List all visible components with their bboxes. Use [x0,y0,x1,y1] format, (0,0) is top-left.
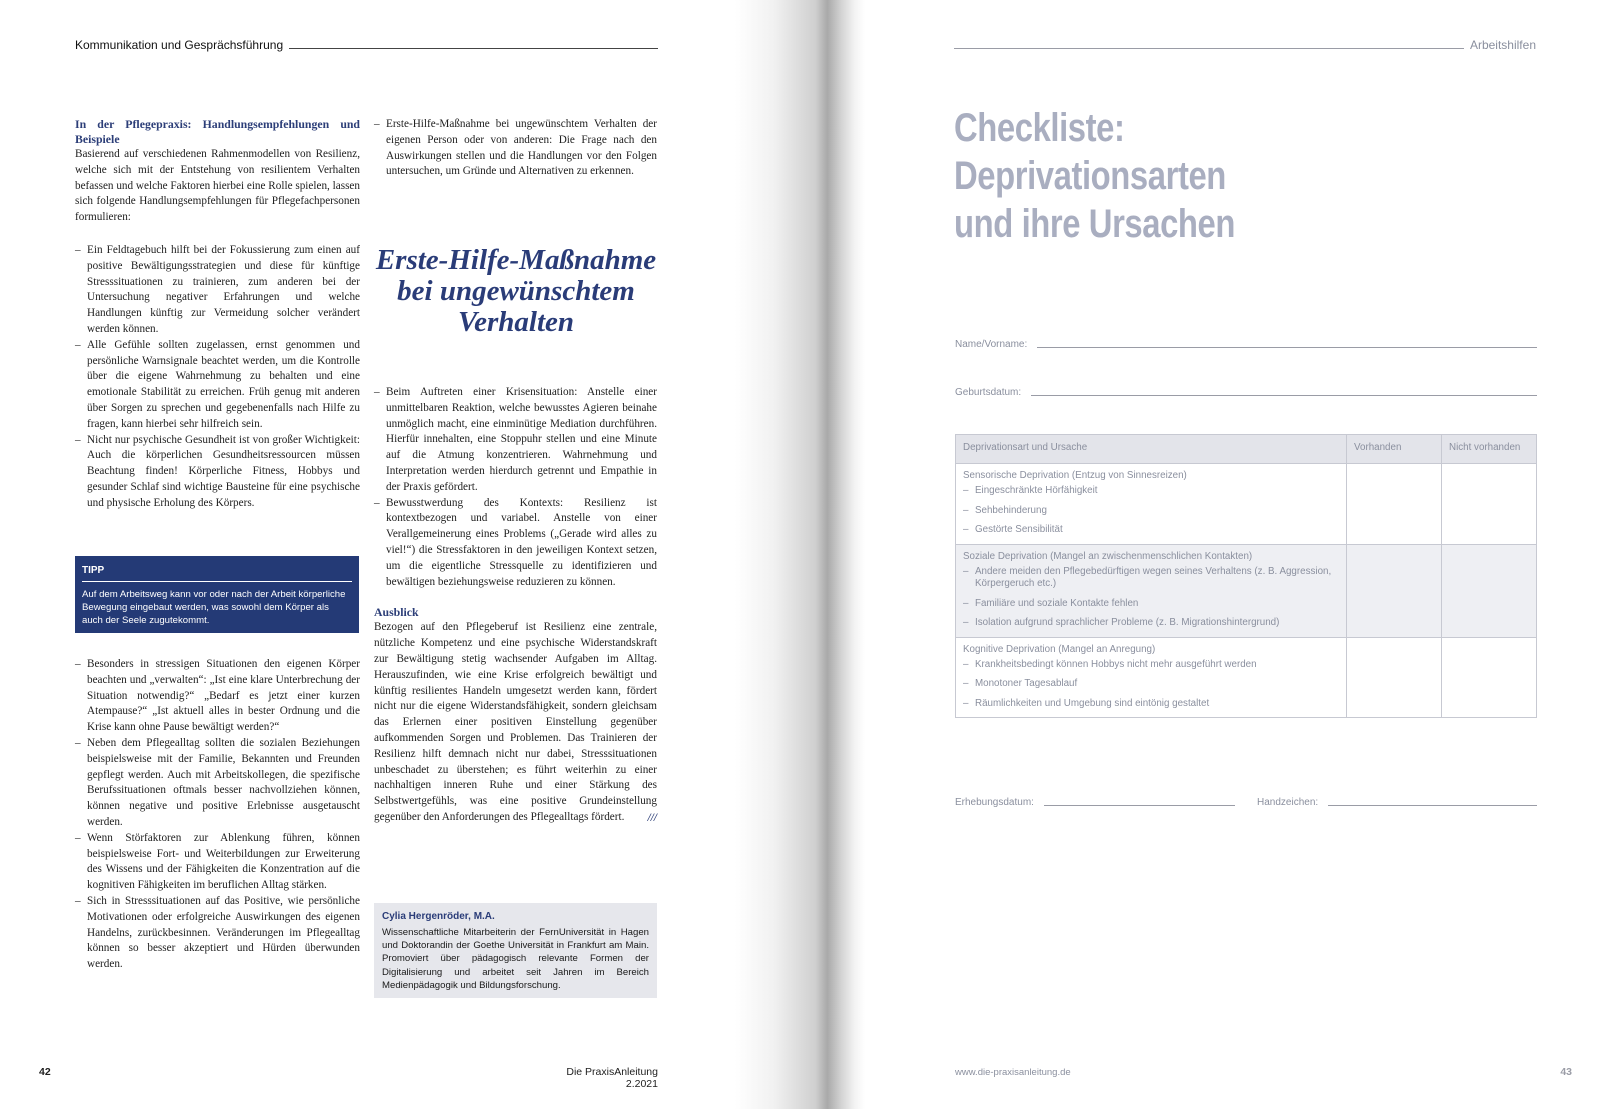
pull-quote: Erste-Hilfe-Maßnahme bei ungewünschtem Verhalten [375,244,657,338]
title-line: und ihre Ursachen [954,202,1236,246]
not-present-checkbox-cell[interactable] [1442,637,1537,718]
initials-field[interactable] [1257,797,1537,808]
running-head-right-text: Arbeitshilfen [1469,38,1536,52]
list-item: – Ein Feldtagebuch hilft bei der Fokussierung zum einen auf positive Bewältigungsstrategien und diese für künftige Stresssituationen zu trainieren, zum anderen bei der Untersuchung negativer Erfahrungen und welche Handlungen künftig zur Vermeidung solcher verändert werden können. [75,243,360,338]
running-head-left-text: Kommunikation und Gesprächsführung [75,38,284,52]
header-rule-right [954,48,1464,49]
tip-title: TIPP [82,565,352,582]
survey-date-field[interactable] [955,797,1235,808]
right-column-top [374,117,657,180]
author-box [374,903,657,998]
end-mark: /// [647,811,657,824]
book-gutter-shadow [735,0,865,1109]
present-checkbox-cell[interactable] [1347,637,1442,718]
group-items [963,566,1339,630]
tip-text: Auf dem Arbeitsweg kann vor oder nach der Arbeit körperliche Bewegung eingebaut werden, was sowohl dem Körper als auch der Seele zugutekommt. [82,589,346,626]
initials-line [1328,805,1537,806]
list-item: – Andere meiden den Pflegebedürftigen wegen seines Verhaltens (z. B. Aggression, Körpergeruch etc.) [963,566,1339,591]
recommendation-list-d [374,385,657,590]
recommendation-list-b [75,657,360,973]
col-header-type: Deprivationsart und Ursache [956,435,1347,464]
outlook-paragraph: Bezogen auf den Pflegeberuf ist Resilienz eine zentrale, nützliche Kompetenz und eine psychische Widerstandskraft zur Bewältigung stetig wachsender Aufgaben im Alltag. Herauszufinden, wie eine Krise erfolgreich bewältigt und künftig resilientes Handeln umgesetzt werden kann, fördert nicht nur die eigene Widerstandsfähigkeit, sondern gleichsam das Erlernen einer positiven Einstellung gegenüber aufkommenden Sorgen und Problemen. Das Trainieren der Resilienz hilft demnach nicht nur dabei, Stresssituationen unbeschadet zu überstehen; es führt weiterhin zu einer nachhaltigen inneren Ruhe und einer Stärkung des Selbstwertgefühls, was eine positive Grundeinstellung gegenüber den Anforderungen des Pflegealltags fördert. [374,621,657,823]
group-cognitive [956,637,1347,718]
birthdate-label: Geburtsdatum: [955,387,1022,398]
group-title: Sensorische Deprivation (Entzug von Sinnesreizen) [963,470,1187,481]
col-header-present: Vorhanden [1347,435,1442,464]
group-title: Soziale Deprivation (Mangel an zwischenmenschlichen Kontakten) [963,550,1253,562]
checklist-title [954,104,1235,248]
list-item: – Nicht nur psychische Gesundheit ist von großer Wichtigkeit: Auch die körperlichen Gesundheitsressourcen müssen Beachtung finden! Körperliche Fitness, Hobbys und gesunder Schlaf sind wichtige Bausteine für eine psychische und physische Erholung des Körpers. [75,433,360,512]
running-head-left [75,38,658,52]
list-item: – Alle Gefühle sollten zugelassen, ernst genommen und persönliche Warnsignale beachtet werden, um die Kontrolle über die eigene Wahrnehmung zu behalten und eine emotionale Stabilität zu erreichen. Früh genug mit anderen über Sorgen zu sprechen und gegebenenfalls nach Hilfe zu fragen, kann hierbei sehr hilfreich sein. [75,338,360,433]
recommendation-list-a [75,243,360,512]
group-social [956,544,1347,637]
table-row [956,544,1537,637]
not-present-checkbox-cell[interactable] [1442,464,1537,545]
journal-name: Die PraxisAnleitung 2.2021 [566,1066,658,1090]
group-sensory [956,464,1347,545]
checklist-table [955,434,1537,718]
author-bio: Wissenschaftliche Mitarbeiterin der FernUniversität in Hagen und Doktorandin der Goethe Universität in Frankfurt am Main. Promoviert über pädagogisch relevante Formen der Digitalisierung und arbeitet seit Jahren im Bereich Medienpädagogik und Bildungsforschung. [382,927,649,991]
list-item: – Gestörte Sensibilität [963,524,1339,537]
left-column-lower [75,657,360,973]
table-row [956,464,1537,545]
table-row [956,637,1537,718]
survey-date-line [1044,805,1235,806]
col-header-not-present: Nicht vorhanden [1442,435,1537,464]
list-item: – Besonders in stressigen Situationen den eigenen Körper beachten und „verwalten“: „Ist eine klare Unterbrechung der Situation notwendig?“ „Bedarf es jetzt einer kurzen Atempause?“ „Ist aktuell alles in bester Ordnung und die Krise kann ohne Pause bewältigt werden?“ [75,657,360,736]
name-field[interactable] [955,339,1537,350]
list-item: – Isolation aufgrund sprachlicher Probleme (z. B. Migrationshintergrund) [963,617,1339,630]
website: www.die-praxisanleitung.de [955,1067,1071,1078]
list-item: – Beim Auftreten einer Krisensituation: Anstelle einer unmittelbaren Reaktion, welche bewusstes Agieren beinahe unmöglich macht, eine einminütige Mediation durchführen. Hierfür innehalten, eine Stoppuhr stellen und eine Minute auf die Atmung konzentrieren. Wahrnehmung und Interpretation werden hierdurch getrennt und Empathie in der Praxis gefördert. [374,385,657,496]
section-heading: In der Pflegepraxis: Handlungsempfehlungen und Beispiele [75,117,360,146]
birthdate-line [1031,395,1537,396]
page-number-right: 43 [1560,1066,1572,1078]
list-item: – Räumlichkeiten und Umgebung sind eintönig gestaltet [963,698,1339,711]
title-line: Checkliste: [954,106,1125,150]
list-item: – Monotoner Tagesablauf [963,678,1339,691]
group-items [963,485,1339,537]
list-item: – Wenn Störfaktoren zur Ablenkung führen, können beispielsweise Fort- und Weiterbildungen zur Erweiterung des Wissens und der Fähigkeiten die Konzentration auf die kognitiven Fähigkeiten im beruflichen Alltag stärken. [75,831,360,894]
present-checkbox-cell[interactable] [1347,544,1442,637]
name-label: Name/Vorname: [955,339,1028,350]
list-item: – Familiäre und soziale Kontakte fehlen [963,598,1339,611]
list-item: – Neben dem Pflegealltag sollten die sozialen Beziehungen beispielsweise mit der Familie, Bekannten und Freunden gepflegt werden. Auch mit Arbeitskollegen, die spezifische Berufssituationen oftmals besser nachvollziehen können, können negative und positive Erlebnisse ausgetauscht werden. [75,736,360,831]
list-item: – Sich in Stresssituationen auf das Positive, wie persönliche Motivationen oder erfolgreiche Auswirkungen des eigenen Handelns, zurückbesinnen. Veränderungen im Pflegealltag können so besser akzeptiert und Hürden überwunden werden. [75,894,360,973]
list-item: – Bewusstwerdung des Kontexts: Resilienz ist kontextbezogen und variabel. Anstelle von einer Verallgemeinerung eines Problems („Gerade wird alles zu viel!“) die Stressfaktoren in den jeweiligen Kontext setzen, um die eigentliche Stressquelle zu identifizieren und bewältigen beziehungsweise reduzieren zu können. [374,496,657,591]
tip-box [75,556,359,633]
initials-label: Handzeichen: [1257,797,1319,808]
header-rule-left [289,48,658,49]
not-present-checkbox-cell[interactable] [1442,544,1537,637]
list-item: – Sehbehinderung [963,505,1339,518]
title-line: Deprivationsarten [954,154,1226,198]
survey-date-label: Erhebungsdatum: [955,797,1034,808]
present-checkbox-cell[interactable] [1347,464,1442,545]
page-number-left: 42 [39,1066,51,1078]
name-line [1037,347,1537,348]
outlook-heading: Ausblick [374,605,419,620]
recommendation-list-c [374,117,657,180]
left-column [75,117,360,512]
right-column-middle [374,385,657,827]
list-item: – Erste-Hilfe-Maßnahme bei ungewünschtem Verhalten der eigenen Person oder von anderen: Die Frage nach den Auswirkungen stellen und die Handlungen vor den Folgen untersuchen, um Gründe und Alternativen zu erkennen. [374,117,657,180]
group-title: Kognitive Deprivation (Mangel an Anregung) [963,643,1156,655]
list-item: – Eingeschränkte Hörfähigkeit [963,485,1339,498]
group-items [963,659,1339,711]
list-item: – Krankheitsbedingt können Hobbys nicht mehr ausgeführt werden [963,659,1339,672]
author-name: Cylia Hergenröder, M.A. [382,911,495,922]
running-head-right [954,38,1536,52]
intro-paragraph: Basierend auf verschiedenen Rahmenmodellen von Resilienz, welche sich mit der Entstehung von resilientem Verhalten befassen und welche Faktoren hierbei eine Rolle spielen, lassen sich folgende Handlungsempfehlungen für Pflegefachpersonen formulieren: [75,148,360,224]
birthdate-field[interactable] [955,387,1537,398]
table-header-row [956,435,1537,464]
